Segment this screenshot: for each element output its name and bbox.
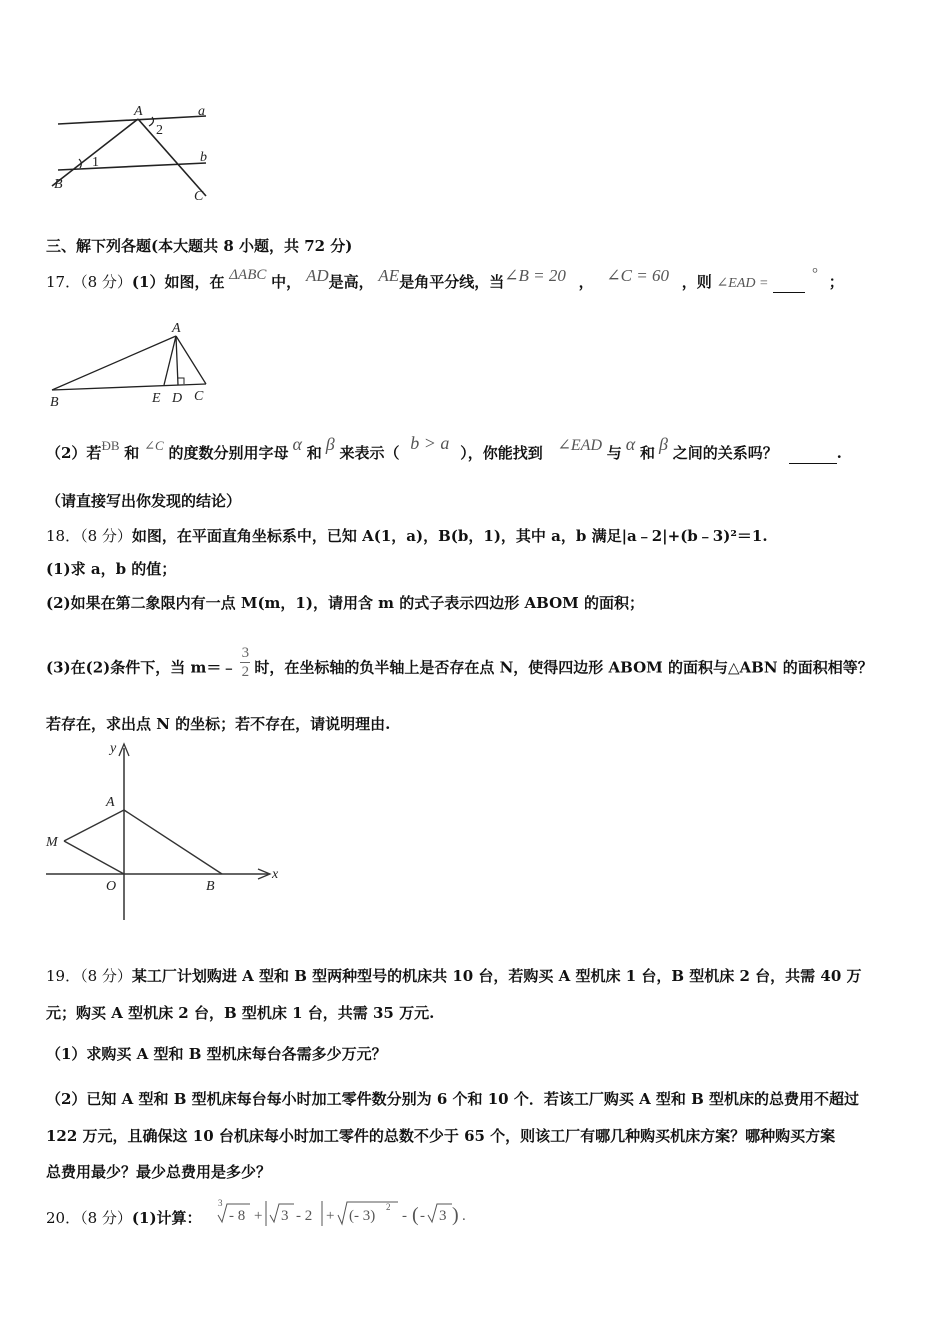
- label-y: y: [110, 741, 117, 756]
- label-a: a: [198, 104, 205, 119]
- q17-text: 与: [606, 444, 622, 462]
- q17-ad: AD: [305, 266, 329, 285]
- q19-part1: （1）求购买 A 型和 B 型机床每台各需多少万元？: [46, 1045, 387, 1063]
- label-2: 2: [156, 123, 163, 138]
- q19-part2-line2: 122 万元，且确保这 10 台机床每小时加工零件的总数不少于 65 个，则该工厂有哪几种购买机床方案？哪种购买方案: [46, 1127, 836, 1145]
- svg-text:3: 3: [281, 1208, 289, 1224]
- q17-angle-c: ∠C = 60: [606, 266, 669, 285]
- question-19-stem-cont: 元；购买 A 型机床 2 台，B 型机床 1 台，共需 35 万元.: [46, 1004, 435, 1022]
- q17-text: 和: [306, 444, 322, 462]
- label-1: 1: [92, 155, 99, 170]
- beta-symbol: β: [325, 434, 335, 454]
- q17-text: (1）如图，在: [131, 273, 225, 291]
- q17-text: ，: [578, 273, 594, 291]
- q17-text: 是角平分线，当: [399, 273, 505, 291]
- svg-text:+: +: [326, 1208, 335, 1224]
- fraction: [240, 644, 250, 681]
- q17-p2-angle-b: ÐB: [101, 438, 120, 453]
- svg-text:(- 3): (- 3): [349, 1208, 376, 1224]
- q18-number: 18．（8 分）: [46, 527, 132, 545]
- svg-text:-: -: [402, 1208, 407, 1224]
- q17-p2-angle-ead: ∠EAD: [557, 437, 602, 454]
- q17-text: 和: [124, 444, 140, 462]
- svg-text:.: .: [462, 1208, 466, 1224]
- label-C: C: [194, 389, 204, 404]
- parallel-lines-figure: [46, 104, 226, 208]
- q17-text: .: [836, 444, 842, 462]
- q17-triangle: ΔABC: [229, 267, 267, 283]
- q19-part2-line3: 总费用最少？最少总费用是多少？: [46, 1163, 272, 1181]
- q17-ae: AE: [378, 266, 400, 285]
- section-three-title: 三、解下列各题(本大题共 8 小题，共 72 分): [46, 237, 353, 255]
- q17-text: ，则: [681, 273, 712, 291]
- label-B: B: [54, 177, 63, 192]
- q18-part1: (1)求 a，b 的值；: [46, 560, 177, 578]
- q18-text: 时，在坐标轴的负半轴上是否存在点 N，使得四边形 ABOM 的面积与△ABN 的面积相等？: [254, 658, 873, 677]
- label-A: A: [134, 104, 143, 119]
- fraction-denominator: 2: [241, 664, 250, 680]
- q19-part2: （2）已知 A 型和 B 型机床每台每小时加工零件数分别为 6 个和 10 个．若该工厂购买 A 型和 B 型机床的总费用不超过: [46, 1090, 860, 1108]
- q17-number: 17．（8 分）: [46, 273, 132, 291]
- q17-angle-b: ∠B = 20: [504, 266, 566, 285]
- label-b: b: [200, 150, 207, 165]
- q17-text: 和: [640, 444, 656, 462]
- q20-expression: [214, 1196, 474, 1232]
- label-B: B: [50, 395, 59, 410]
- q17-p2-answer-blank[interactable]: [789, 443, 837, 464]
- label-x: x: [272, 867, 279, 882]
- beta-symbol: β: [659, 434, 669, 454]
- q17-angle-ead: ∠EAD =: [716, 276, 769, 291]
- question-19-stem: [46, 966, 862, 986]
- label-A: A: [106, 795, 115, 810]
- q20-text: (1)计算：: [131, 1209, 202, 1227]
- svg-text:3: 3: [439, 1208, 447, 1224]
- q17-text: （2）若: [46, 444, 102, 462]
- triangle-abc-figure: [46, 318, 226, 410]
- q18-text: (3)在(2)条件下，当 m＝﹣: [46, 658, 237, 677]
- svg-text:3: 3: [218, 1198, 223, 1208]
- label-O: O: [106, 879, 117, 894]
- question-18-stem: [46, 526, 768, 546]
- svg-text:- 2: - 2: [296, 1208, 313, 1224]
- q17-text: 中，: [271, 273, 302, 291]
- question-20: [46, 1208, 202, 1228]
- svg-text:): ): [452, 1204, 459, 1226]
- coordinate-figure: [40, 738, 290, 922]
- q17-text: ），你能找到: [460, 444, 543, 462]
- q17-text: ；: [828, 273, 844, 291]
- svg-text:- 8: - 8: [229, 1208, 246, 1224]
- svg-text:+: +: [254, 1208, 263, 1224]
- svg-text:(: (: [412, 1204, 419, 1226]
- svg-text:-: -: [420, 1208, 425, 1224]
- label-D: D: [172, 391, 183, 406]
- q18-part3-cont: 若存在，求出点 N 的坐标；若不存在，请说明理由.: [46, 715, 391, 733]
- q17-text: 之间的关系吗？: [672, 444, 778, 462]
- alpha-symbol: α: [292, 434, 302, 454]
- q17-text: 来表示（: [339, 444, 400, 462]
- question-17-part1: [46, 266, 844, 294]
- q18-text: 如图，在平面直角坐标系中，已知 A(1，a)，B(b，1)，其中 a，b 满足|a﹣2|+(b﹣3)²＝1.: [131, 527, 768, 545]
- label-B: B: [206, 879, 215, 894]
- q18-part2: (2)如果在第二象限内有一点 M(m，1)，请用含 m 的式子表示四边形 ABOM 的面积；: [46, 594, 644, 612]
- q17-note: （请直接写出你发现的结论）: [46, 492, 242, 510]
- q17-condition: b > a: [410, 433, 450, 453]
- label-M: M: [46, 835, 58, 850]
- svg-text:2: 2: [386, 1202, 391, 1212]
- question-17-part2: [46, 433, 842, 464]
- fraction-numerator: 3: [241, 645, 250, 661]
- q18-part3: [46, 645, 873, 687]
- degree-sign: °: [812, 266, 819, 282]
- alpha-symbol: α: [625, 434, 636, 454]
- q17-p2-angle-c: ∠C: [144, 438, 164, 453]
- q19-text: 某工厂计划购进 A 型和 B 型两种型号的机床共 10 台，若购买 A 型机床 1 台，B 型机床 2 台，共需 40 万: [131, 967, 862, 985]
- q17-text: 的度数分别用字母: [168, 444, 289, 462]
- q17-answer-blank[interactable]: [773, 272, 805, 293]
- q19-number: 19．（8 分）: [46, 967, 132, 985]
- label-C: C: [194, 189, 204, 204]
- label-E: E: [152, 391, 161, 406]
- q20-number: 20．（8 分）: [46, 1209, 132, 1227]
- q17-text: 是高，: [328, 273, 374, 291]
- label-A: A: [172, 321, 181, 336]
